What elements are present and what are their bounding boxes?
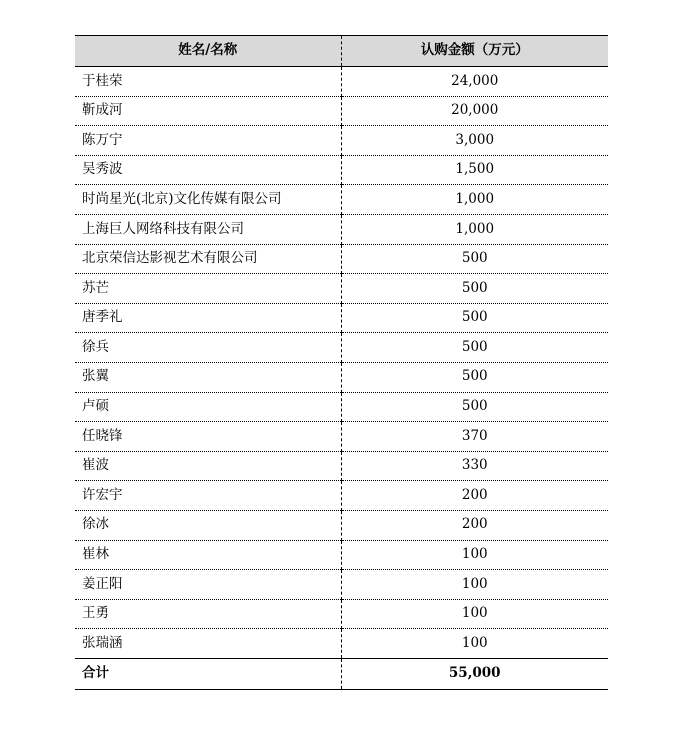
subscriber-name: 时尚星光(北京)文化传媒有限公司 xyxy=(75,185,341,215)
subscriber-name: 张瑞涵 xyxy=(75,629,341,659)
total-label: 合计 xyxy=(75,658,341,689)
subscription-amount: 500 xyxy=(341,244,608,274)
subscriber-name: 苏芒 xyxy=(75,274,341,304)
table-row xyxy=(75,422,608,452)
subscription-amount: 200 xyxy=(341,481,608,511)
subscriber-name: 北京荣信达影视艺术有限公司 xyxy=(75,244,341,274)
subscription-amount: 100 xyxy=(341,629,608,659)
table-row xyxy=(75,481,608,511)
subscriber-name: 靳成河 xyxy=(75,96,341,126)
subscriber-name: 任晓锋 xyxy=(75,422,341,452)
subscriber-name: 吴秀波 xyxy=(75,155,341,185)
table-row xyxy=(75,333,608,363)
table-row xyxy=(75,303,608,333)
subscription-amount: 500 xyxy=(341,392,608,422)
table-header xyxy=(75,36,608,67)
subscription-amount: 3,000 xyxy=(341,126,608,156)
table-row xyxy=(75,629,608,659)
table-row xyxy=(75,155,608,185)
subscriber-name: 许宏宇 xyxy=(75,481,341,511)
subscription-amount: 1,000 xyxy=(341,185,608,215)
table-row xyxy=(75,362,608,392)
subscription-amount: 370 xyxy=(341,422,608,452)
total-amount: 55,000 xyxy=(341,658,608,689)
subscription-amount: 500 xyxy=(341,274,608,304)
table-row xyxy=(75,451,608,481)
subscription-amount: 1,000 xyxy=(341,214,608,244)
table-row xyxy=(75,510,608,540)
subscriber-name: 崔波 xyxy=(75,451,341,481)
subscription-amount: 24,000 xyxy=(341,67,608,97)
subscription-amount: 20,000 xyxy=(341,96,608,126)
subscriber-name: 陈万宁 xyxy=(75,126,341,156)
total-row xyxy=(75,658,608,689)
subscriber-name: 崔林 xyxy=(75,540,341,570)
subscriber-name: 徐兵 xyxy=(75,333,341,363)
header-name: 姓名/名称 xyxy=(75,36,341,67)
subscriber-name: 张翼 xyxy=(75,362,341,392)
header-amount: 认购金额（万元） xyxy=(341,36,608,67)
table-row xyxy=(75,392,608,422)
table-row xyxy=(75,67,608,97)
table-row xyxy=(75,126,608,156)
header-row xyxy=(75,36,608,67)
subscriber-name: 唐季礼 xyxy=(75,303,341,333)
subscription-amount: 1,500 xyxy=(341,155,608,185)
subscription-amount: 100 xyxy=(341,599,608,629)
subscription-amount: 500 xyxy=(341,303,608,333)
table-row xyxy=(75,570,608,600)
subscriber-name: 卢硕 xyxy=(75,392,341,422)
table-row xyxy=(75,96,608,126)
table-row xyxy=(75,274,608,304)
table-row xyxy=(75,540,608,570)
subscriber-name: 姜正阳 xyxy=(75,570,341,600)
table-footer xyxy=(75,658,608,689)
table-body xyxy=(75,67,608,659)
subscriber-name: 上海巨人网络科技有限公司 xyxy=(75,214,341,244)
table-row xyxy=(75,599,608,629)
subscriber-name: 徐冰 xyxy=(75,510,341,540)
table-row xyxy=(75,244,608,274)
subscriber-name: 于桂荣 xyxy=(75,67,341,97)
table-row xyxy=(75,214,608,244)
subscription-table xyxy=(75,35,608,690)
subscription-amount: 330 xyxy=(341,451,608,481)
subscription-amount: 100 xyxy=(341,570,608,600)
subscription-amount: 500 xyxy=(341,333,608,363)
subscription-amount: 200 xyxy=(341,510,608,540)
subscription-amount: 500 xyxy=(341,362,608,392)
table-row xyxy=(75,185,608,215)
subscriber-name: 王勇 xyxy=(75,599,341,629)
subscription-amount: 100 xyxy=(341,540,608,570)
